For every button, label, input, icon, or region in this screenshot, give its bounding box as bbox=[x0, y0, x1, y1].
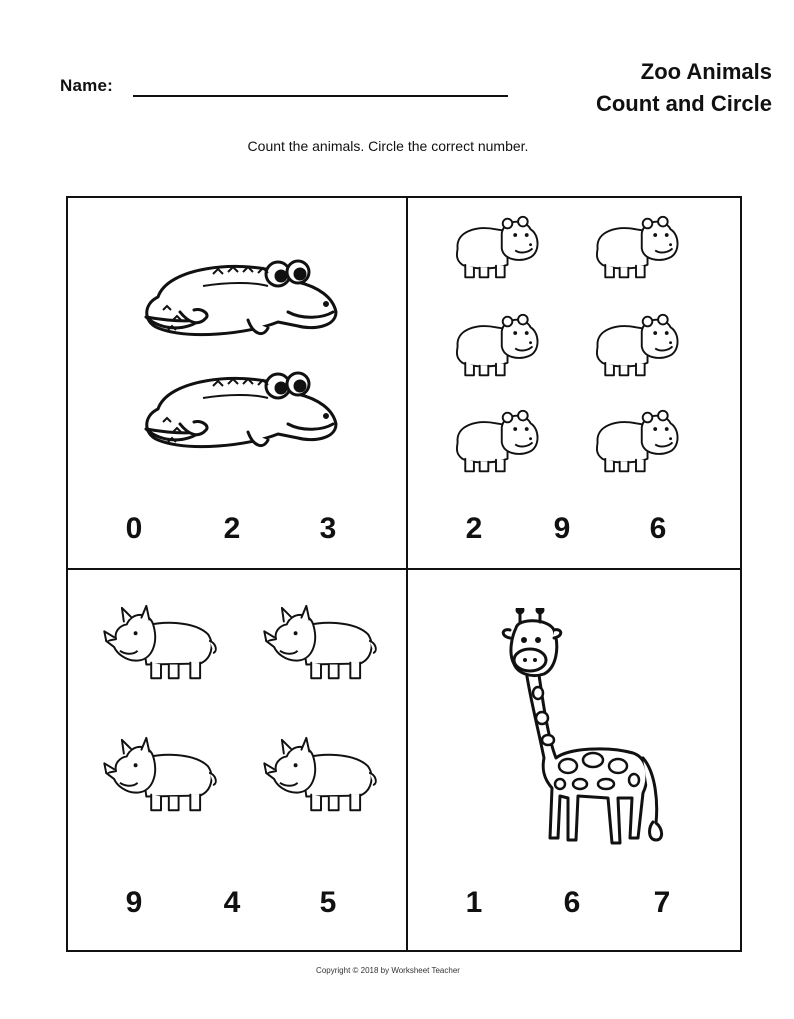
instructions: Count the animals. Circle the correct number. bbox=[247, 138, 529, 154]
number-choices bbox=[68, 512, 406, 552]
number-option[interactable]: 1 bbox=[465, 886, 483, 919]
number-choices bbox=[68, 886, 406, 926]
worksheet-title bbox=[532, 56, 772, 120]
counting-grid bbox=[66, 196, 742, 952]
hippo-icon bbox=[597, 315, 678, 375]
number-option[interactable]: 9 bbox=[553, 512, 571, 545]
panel-giraffe bbox=[408, 570, 746, 950]
rhino-group bbox=[68, 570, 406, 870]
crocodile-icon bbox=[146, 261, 336, 335]
giraffe-group bbox=[408, 570, 746, 870]
number-option[interactable]: 7 bbox=[653, 886, 671, 919]
number-option[interactable]: 2 bbox=[465, 512, 483, 545]
number-option[interactable]: 5 bbox=[319, 886, 337, 919]
number-choices bbox=[408, 512, 746, 552]
hippo-group bbox=[408, 198, 746, 498]
number-option[interactable]: 0 bbox=[125, 512, 143, 545]
panel-crocodiles bbox=[68, 198, 406, 568]
hippo-icon bbox=[457, 217, 538, 277]
crocodile-group bbox=[68, 198, 406, 498]
rhino-icon bbox=[104, 738, 216, 810]
title-line-1: Zoo Animals bbox=[640, 59, 772, 84]
number-option[interactable]: 9 bbox=[125, 886, 143, 919]
rhino-icon bbox=[264, 738, 376, 810]
hippo-icon bbox=[597, 217, 678, 277]
rhino-icon bbox=[264, 606, 376, 678]
number-option[interactable]: 4 bbox=[223, 886, 241, 919]
panel-rhinos bbox=[68, 570, 406, 950]
rhino-icon bbox=[104, 606, 216, 678]
title-line-2: Count and Circle bbox=[595, 91, 772, 116]
copyright-footer: Copyright © 2018 by Worksheet Teacher bbox=[316, 966, 460, 975]
number-option[interactable]: 3 bbox=[319, 512, 337, 545]
hippo-icon bbox=[457, 411, 538, 471]
panel-hippos bbox=[408, 198, 746, 568]
name-input-line[interactable] bbox=[133, 95, 508, 97]
number-choices bbox=[408, 886, 746, 926]
number-option[interactable]: 6 bbox=[649, 512, 667, 545]
number-option[interactable]: 6 bbox=[563, 886, 581, 919]
hippo-icon bbox=[597, 411, 678, 471]
giraffe-icon bbox=[503, 607, 661, 843]
crocodile-icon bbox=[146, 373, 336, 447]
name-label: Name: bbox=[60, 76, 113, 95]
hippo-icon bbox=[457, 315, 538, 375]
number-option[interactable]: 2 bbox=[223, 512, 241, 545]
